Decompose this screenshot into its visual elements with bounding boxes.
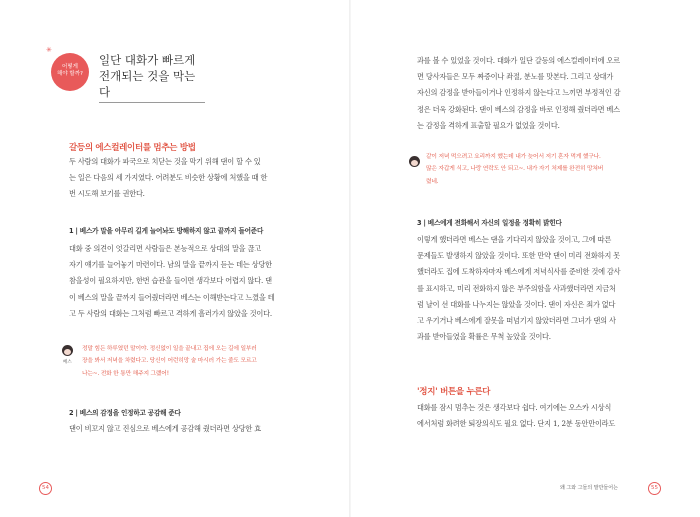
right-page [350,0,700,517]
text-line: 를 표시하고, 미리 전화하지 않은 부주의함을 사과했더라면 지금처 [417,283,616,293]
quote-line: 나는~. 전화 한 통만 해주지 그랬어! [82,370,169,377]
paragraph-2 [69,421,295,437]
chapter-title-line2: 전개되는 것을 막는다 [99,68,205,103]
page-number: 54 [39,482,52,495]
text-line: 는 감정을 격하게 표출할 필요가 없었을 것이다. [417,120,560,130]
paragraph-1 [69,241,295,322]
text-line: 문제들도 발생하지 않았을 것이다. 또한 만약 댄이 미리 전화하지 못 [417,251,620,261]
text-line: 이 베스의 말을 끝까지 들어줬더라면 베스는 이해받는다고 느꼈을 테 [69,292,275,302]
badge-line: 해야 할까? [57,71,83,77]
intro-paragraph [69,154,295,203]
beth-avatar-icon [62,345,73,356]
beth-quote [82,343,302,380]
text-line: 고 우기거나 베스에게 잘못을 떠넘기지 않았더라면 그녀가 댄의 사 [417,316,616,326]
text-line: 럼 날이 선 대화를 나누지는 않았을 것이다. 댄이 자신은 죄가 없다 [417,299,616,309]
text-line: 대화를 잠시 멈추는 것은 생각보다 쉽다. 여기에는 오스카 시상식 [417,403,612,412]
running-head: 왜 그와 그들의 말만들어는 [560,485,618,491]
text-line: 댄이 비꼬지 않고 진심으로 베스에게 공감해 줬더라면 상당한 효 [69,424,262,433]
quote-line: 정말 힘든 하루였던 말이야. 정신없이 일을 끝내고 집에 오는 길에 일부러 [82,346,257,352]
paragraph-3 [417,232,647,345]
text-line: 에서처럼 화려한 퇴장의식도 필요 없다. 단지 1, 2분 동안만이라도 [417,419,616,429]
section-heading: 갈등의 에스컬레이터를 멈추는 방법 [69,143,196,153]
spark-icon: ✳ [46,46,52,54]
text-line: 정은 더욱 강화된다. 댄이 베스의 감정을 바로 인정해 줬더라면 베스 [417,104,620,114]
subheading-2: 2 | 베스의 감정을 인정하고 공감해 준다 [69,409,181,417]
text-line: 번 시도해 보기를 권한다. [69,189,145,199]
text-line: 는 일은 다음의 세 가지였다. 어려분도 비슷한 상황에 처했을 때 한 [69,173,268,183]
chapter-title-line1: 일단 대화가 빠르게 [99,53,196,67]
text-line: 고 두 사람의 대화는 그처럼 빠르고 격하게 흘러가지 않았을 것이다. [69,308,272,318]
quote-line: 같이 저녁 먹으려고 요리까지 했는데 내가 늦어서 저기 혼자 먹게 했구나. [426,154,601,160]
text-line: 과를 받아들였을 확률은 무척 높았을 것이다. [417,332,551,342]
dan-quote [426,151,646,188]
text-line: 과를 볼 수 있었을 것이다. 대화가 일단 갈등의 에스컬레이터에 오르 [417,56,620,65]
chapter-title [99,52,239,103]
quote-line: 많은 자갑게 식고, 나랑 연락도 안 되고~. 내가 자기 처제를 완전히 망쳐버 [426,166,604,173]
text-line: 했더라도 집에 도착하자마자 베스에게 저녁식사를 준비한 것에 감사 [417,267,621,277]
text-line: 자기 얘기를 늘어놓기 마련이다. 남의 말을 끝까지 듣는 데는 상당한 [69,260,272,270]
quote-line: 렸네. [426,178,439,185]
badge-line: 어떻게 [62,64,78,70]
page-number: 55 [648,482,661,495]
text-line: 대화 중 의견이 엇갈리면 사람들은 본능적으로 상대의 말을 끊고 [69,244,262,253]
text-line: 참을성이 필요하지만, 한번 습관을 들이면 생각보다 어렵지 않다. 댄 [69,276,272,286]
quote-line: 장을 봐서 저녁을 차렸다고. 당신이 어런히망 술 마시러 가는 줄도 모르고 [82,358,257,365]
section-heading-2: '정지' 버튼을 누른다 [417,387,491,397]
text-line: 면 당사자들은 모두 짜증이나 좌절, 분노를 맛본다. 그리고 상대가 [417,72,614,82]
subheading-3: 3 | 베스에게 전화해서 자신의 일정을 정확히 밝힌다 [417,219,562,227]
subheading-1: 1 | 베스가 말을 아무리 길게 늘어놔도 방해하지 않고 끝까지 들어준다 [69,227,264,235]
text-line: 두 사람의 대화가 파국으로 치닫는 것을 막기 위해 댄이 할 수 있 [69,157,261,166]
paragraph-4 [417,400,647,432]
avatar-label: 베스 [63,360,72,365]
chapter-badge [51,53,89,91]
text-line: 이렇게 했더라면 베스는 댄을 기다리지 않았을 것이고, 그에 따른 [417,235,612,244]
dan-avatar-icon [409,156,420,167]
text-line: 자신의 감정을 받아들이거나 인정하지 않는다고 느끼면 부정적인 감 [417,88,621,98]
paragraph-top [417,53,647,134]
